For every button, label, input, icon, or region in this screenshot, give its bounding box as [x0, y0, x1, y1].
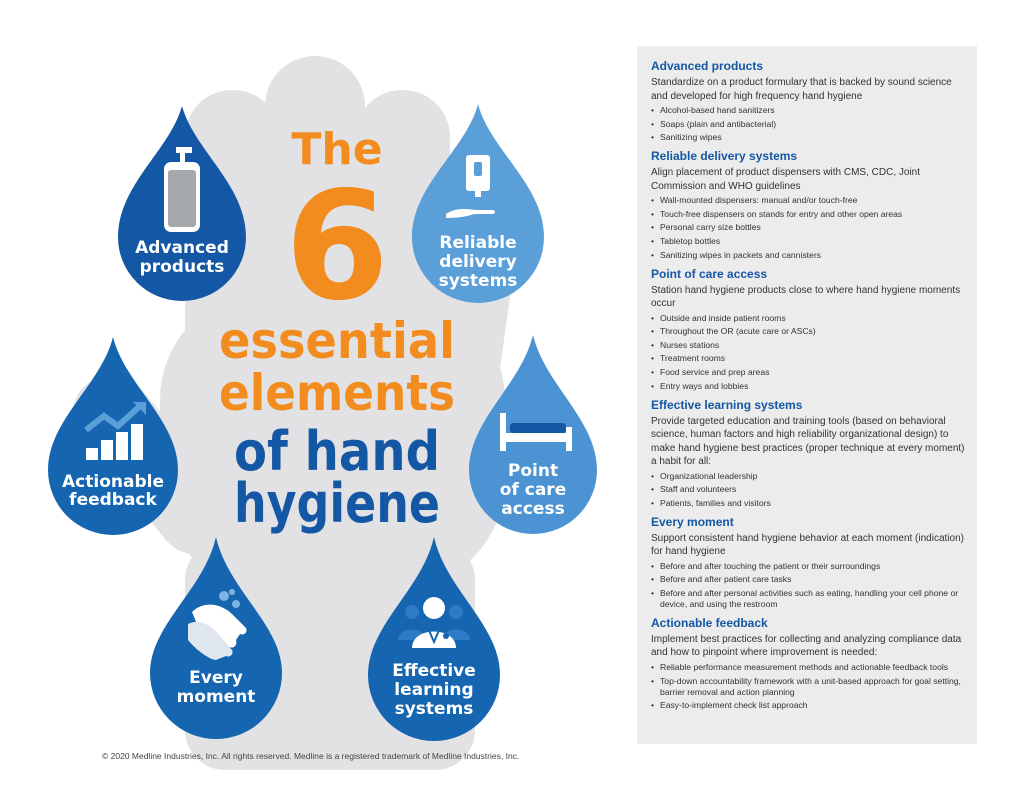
bullet-item: • Sanitizing wipes in packets and cannisters: [651, 250, 965, 261]
section-description: Provide targeted education and training tools (based on behavioral science, human factors and high reliability organizational design) to make hand hygiene best practices (proper technique at every moment) a habit for all:: [651, 415, 965, 468]
drop-label: Reliable: [439, 233, 517, 253]
bullet-item: • Before and after personal activities such as eating, handling your cell phone or device, and using the restroom: [651, 588, 965, 610]
bullet-item: • Reliable performance measurement methods and actionable feedback tools: [651, 662, 965, 673]
bullet-list: [651, 195, 965, 260]
drop-label: systems: [438, 271, 518, 291]
title-line-hygiene: hygiene: [234, 472, 440, 535]
section-description: Standardize on a product formulary that is backed by sound science and developed for high frequency hand hygiene: [651, 77, 952, 102]
section-heading: Every moment: [651, 514, 734, 529]
title-line-of-hand: of hand: [234, 420, 440, 483]
bullet-item: • Easy-to-implement check list approach: [651, 700, 965, 711]
bullet-item: • Patients, families and visitors: [651, 498, 965, 509]
section-point-of-care-access: [651, 267, 965, 392]
title-number: 6: [284, 160, 390, 334]
section-heading: Reliable delivery systems: [651, 149, 798, 164]
section-heading: Actionable feedback: [651, 615, 768, 630]
section-heading: Effective learning systems: [651, 397, 803, 412]
drop-label: systems: [394, 699, 474, 719]
section-reliable-delivery-systems: [651, 149, 965, 260]
bullet-list: [651, 313, 965, 392]
drop-label: products: [139, 257, 225, 277]
drop-label: Effective: [392, 661, 476, 681]
bullet-item: • Treatment rooms: [651, 353, 965, 364]
bullet-list: [651, 105, 965, 143]
section-description: Support consistent hand hygiene behavior at each moment (indication) for hand hygiene: [651, 532, 964, 558]
bullet-item: • Throughout the OR (acute care or ASCs): [651, 326, 965, 337]
bullet-item: • Before and after patient care tasks: [651, 574, 965, 585]
bullet-item: • Wall-mounted dispensers: manual and/or touch-free: [651, 195, 965, 206]
bullet-item: • Staff and volunteers: [651, 484, 965, 495]
bullet-list: [651, 471, 965, 509]
bullet-item: • Before and after touching the patient or their surroundings: [651, 561, 965, 572]
bullet-item: • Soaps (plain and antibacterial): [651, 119, 965, 130]
bullet-item: • Touch-free dispensers on stands for entry and other open areas: [651, 209, 965, 220]
section-advanced-products: [651, 59, 965, 143]
bullet-item: • Tabletop bottles: [651, 236, 965, 247]
drop-label: Every: [189, 668, 243, 688]
drop-label: access: [501, 499, 565, 519]
bullet-item: • Personal carry size bottles: [651, 222, 965, 233]
title-line-elements: elements: [219, 364, 455, 422]
drop-label: moment: [176, 687, 256, 707]
drop-actionable-feedback: [48, 337, 178, 535]
bullet-item: • Food service and prep areas: [651, 367, 965, 378]
drop-label: learning: [394, 680, 474, 700]
drop-label: of care: [499, 480, 567, 500]
bullet-item: • Entry ways and lobbies: [651, 381, 965, 392]
title-line-essential: essential: [219, 312, 455, 370]
section-description: Implement best practices for collecting and analyzing compliance data and how to pinpoint where improvement is needed:: [651, 633, 962, 659]
section-effective-learning-systems: [651, 398, 965, 509]
drop-label: Actionable: [62, 472, 164, 492]
details-panel: [637, 46, 977, 744]
bullet-item: • Alcohol-based hand sanitizers: [651, 105, 965, 116]
bullet-item: • Outside and inside patient rooms: [651, 313, 965, 324]
drop-label: feedback: [69, 490, 157, 510]
bullet-item: • Top-down accountability framework with a unit-based approach for goal setting, barrier removal and action planning: [651, 676, 965, 698]
section-heading: Advanced products: [651, 59, 764, 73]
drop-label: delivery: [439, 252, 517, 272]
section-every-moment: [651, 515, 965, 610]
drop-label: Point: [507, 461, 559, 481]
bullet-list: [651, 662, 965, 711]
bullet-item: • Nurses stations: [651, 340, 965, 351]
bullet-item: • Sanitizing wipes: [651, 132, 965, 143]
bullet-item: • Organizational leadership: [651, 471, 965, 482]
section-description: Station hand hygiene products close to where hand hygiene moments occur: [651, 284, 961, 310]
bullet-list: [651, 561, 965, 610]
copyright-footer: © 2020 Medline Industries, Inc. All rights reserved. Medline is a registered trademark of Medline Industries, Inc.: [102, 751, 520, 761]
section-actionable-feedback: [651, 616, 965, 711]
section-heading: Point of care access: [651, 266, 768, 281]
drop-label: Advanced: [135, 238, 229, 258]
title-line-the: The: [291, 124, 383, 175]
section-description: Align placement of product dispensers with CMS, CDC, Joint Commission and WHO guidelines: [651, 167, 921, 192]
